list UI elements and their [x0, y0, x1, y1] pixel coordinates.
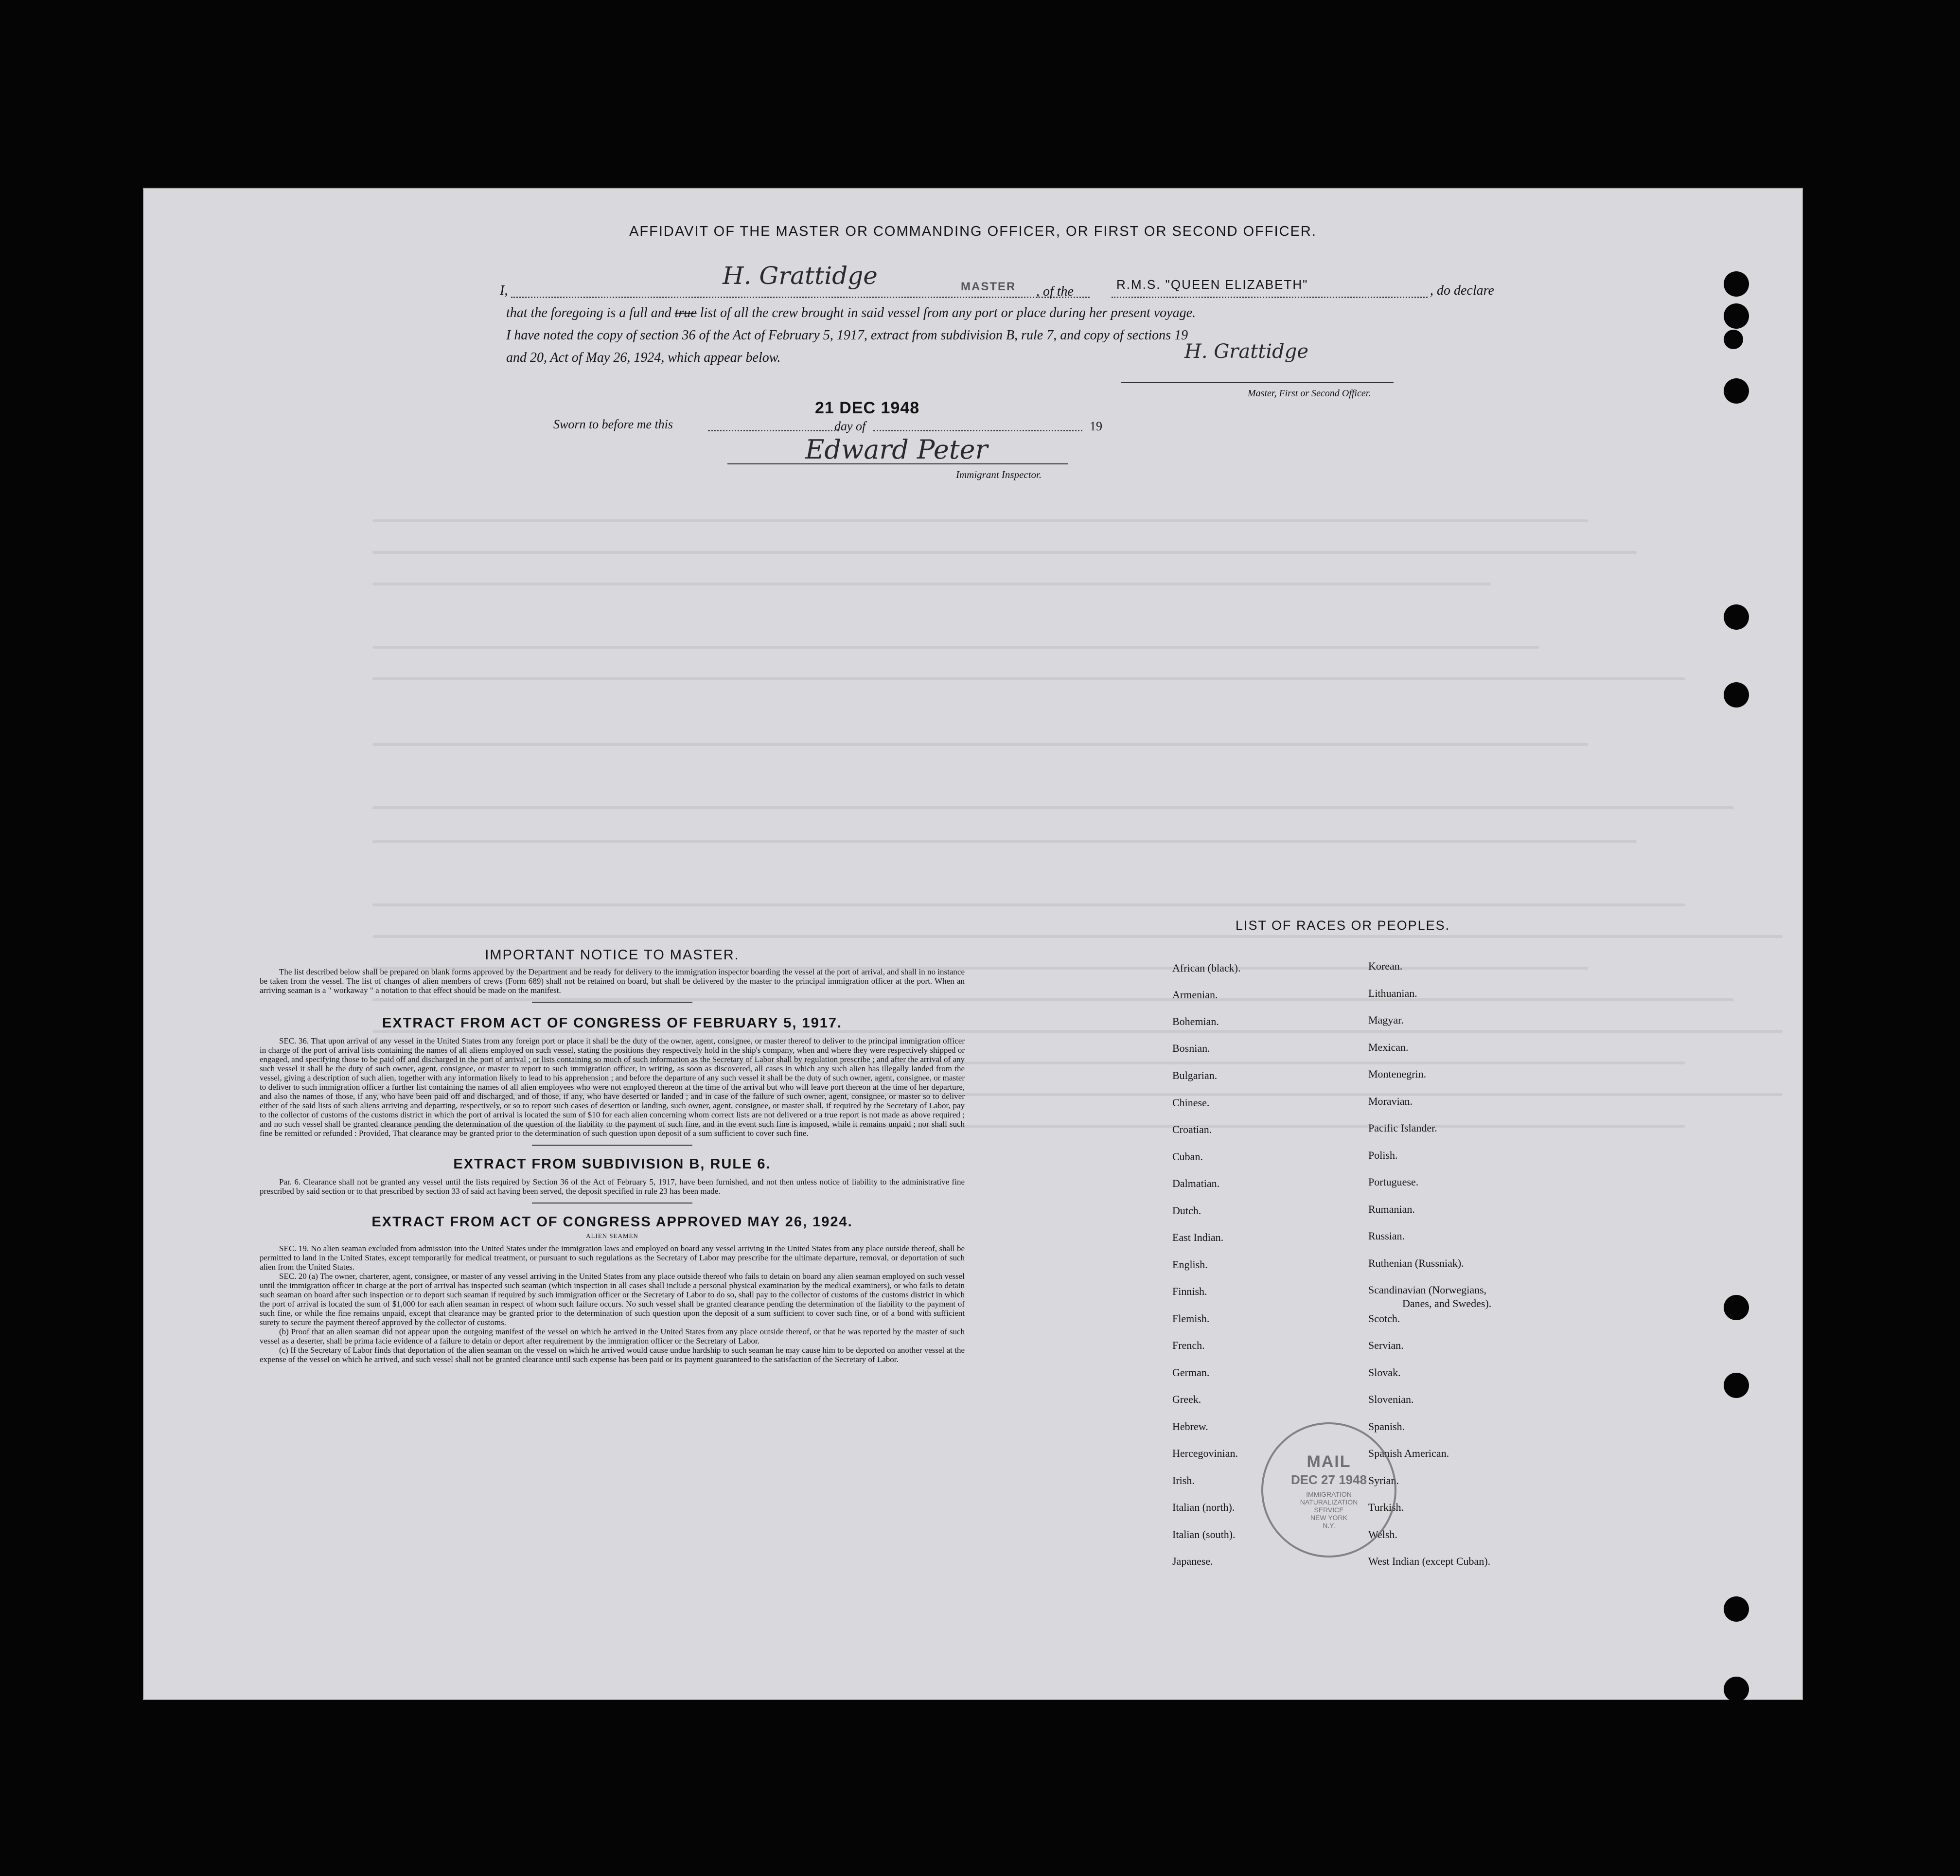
race-item: Slovak. — [1368, 1366, 1401, 1379]
race-item: Japanese. — [1172, 1555, 1213, 1567]
race-item: Flemish. — [1172, 1312, 1210, 1325]
race-item: Magyar. — [1368, 1014, 1404, 1026]
do-declare-label: , do declare — [1430, 283, 1494, 298]
affidavit-line-3: I have noted the copy of section 36 of the Act of February 5, 1917, extract from subdivision B, rule 7, and copy of sections 19 — [506, 328, 1188, 343]
stamp-line: N.Y. — [1323, 1522, 1335, 1529]
document-sheet — [144, 189, 1802, 1699]
punch-hole — [1724, 271, 1749, 297]
master-signature-handwritten: H. Grattidge — [723, 262, 878, 290]
race-item: Dutch. — [1172, 1204, 1201, 1217]
rule-6-paragraph: Par. 6. Clearance shall not be granted any vessel until the lists required by Section 36 of the Act of February 5, 1917, have been furnished, and not then unless notice of liability to the administrative fine prescribed by said section or to that prescribed by section 33 of said act having been served, the deposit specified in rule 23 has been made. — [260, 1177, 965, 1196]
race-item: Hebrew. — [1172, 1420, 1208, 1433]
race-item: Armenian. — [1172, 989, 1218, 1001]
notice-title: IMPORTANT NOTICE TO MASTER. — [485, 947, 740, 963]
race-item: West Indian (except Cuban). — [1368, 1555, 1491, 1567]
vessel-line — [1112, 297, 1428, 298]
race-item: Finnish. — [1172, 1285, 1207, 1297]
act-1924-title: EXTRACT FROM ACT OF CONGRESS APPROVED MAY 26, 1924. — [371, 1214, 853, 1230]
stamp-line: NATURALIZATION — [1300, 1498, 1358, 1506]
race-item: French. — [1172, 1339, 1205, 1351]
year-prefix: 19 — [1090, 419, 1102, 433]
race-item: Chinese. — [1172, 1097, 1210, 1109]
punch-hole — [1724, 604, 1749, 630]
race-item: Mexican. — [1368, 1041, 1409, 1053]
race-item: Rumanian. — [1368, 1203, 1415, 1215]
sworn-month-line — [873, 430, 1082, 431]
race-item: Bohemian. — [1172, 1015, 1219, 1027]
notice-body — [260, 967, 965, 995]
act-1917-sec36: SEC. 36. That upon arrival of any vessel in the United States from any foreign port or place it shall be the duty of the owner, agent, consignee, or master thereof to deliver to the principal immigration officer in charge of the port of arrival lists containing the names of all aliens employed on such vessel, stating the positions they respectively hold in the ship's company, when and where they were respectively shipped or engaged, and specifying those to be paid off and discharged in the port of arrival ; or lists containing so much of such information as the Secretary of Labor shall by regulation prescribe ; and after the arrival of any such vessel it shall be the duty of such owner, agent, consignee, or master to report to such immigration officer, in writing, as soon as discovered, all cases in which any such alien has illegally landed from the vessel, giving a description of such alien, together with any information likely to lead to his apprehension ; and before the departure of any such vessel it shall be the duty of such owner, agent, consignee, or master to deliver to such immigration officer a further list containing the names of all alien employees who were not employed thereon at the time of the arrival but who will leave port thereon at the time of her departure, and also the names of those, if any, who have been paid off and discharged, and of those, if any, who have deserted or landed ; and in case of the failure of such owner, agent, consignee, or master so to deliver either of the said lists of such aliens arriving and departing, respectively, or so to report such cases of desertion or landing, such owner, agent, consignee, or master shall, if required by the Secretary of Labor, pay to the collector of customs of the customs district in which the port of arrival is located the sum of $10 for each alien concerning whom correct lists are not delivered or a true report is not made as above required ; and no such vessel shall be granted clearance pending the determination of the question of the liability to the payment of such fine, and in the event such fine is imposed, while it remains unpaid ; nor shall such fine be remitted or refunded : Provided, That clearance may be granted prior to the determination of such question upon deposit of a sum sufficient to cover such fine. — [260, 1036, 965, 1138]
rule-6-title: EXTRACT FROM SUBDIVISION B, RULE 6. — [453, 1156, 771, 1172]
stamp-line: IMMIGRATION — [1306, 1490, 1352, 1498]
race-item: German. — [1172, 1366, 1210, 1379]
race-item: East Indian. — [1172, 1231, 1224, 1243]
race-item: Korean. — [1368, 960, 1403, 972]
sworn-date-stamp: 21 DEC 1948 — [815, 399, 920, 417]
race-item: Welsh. — [1368, 1528, 1397, 1540]
act-1917-body — [260, 1036, 965, 1138]
race-item: Spanish American. — [1368, 1447, 1449, 1459]
race-item: Scotch. — [1368, 1312, 1400, 1325]
race-item: Italian (north). — [1172, 1501, 1235, 1513]
race-item: Bosnian. — [1172, 1042, 1210, 1054]
line2-start: that the foregoing is a full and — [506, 305, 671, 320]
punch-hole — [1724, 1596, 1749, 1622]
inspector-signature-rule — [727, 463, 1068, 464]
race-item: Turkish. — [1368, 1501, 1404, 1513]
punch-hole — [1724, 1373, 1749, 1398]
race-item: Russian. — [1368, 1230, 1405, 1242]
race-item: Montenegrin. — [1368, 1068, 1427, 1080]
affidavit-title: AFFIDAVIT OF THE MASTER OR COMMANDING OFFICER, OR FIRST OR SECOND OFFICER. — [629, 224, 1317, 239]
act-1924-subtitle: ALIEN SEAMEN — [586, 1232, 638, 1239]
inspector-caption: Immigrant Inspector. — [956, 469, 1042, 480]
act-1924-sec20a: SEC. 20 (a) The owner, charterer, agent, consignee, or master of any vessel arriving in the United States from any place outside thereof who fails to detain on board any alien seaman employed on such vessel until the immigration officer in charge at the port of arrival has inspected such seaman (which inspection in all cases shall include a personal physical examination by the medical examiners), or who fails to detain such seaman on board after such inspection or to deport such seaman if required by such immigration officer or the Secretary of Labor to do so, shall pay to the collector of customs of the customs district in which the port of arrival is located the sum of $1,000 for each alien seaman in respect of whom such failure occurs. No such vessel shall be granted clearance pending the determination of the liability to the payment of such fine, or while the fine remains unpaid, except that clearance may be granted prior to the determination of such question upon the deposit of a sum sufficient to cover such fine, or of a bond with sufficient surety to secure the payment thereof approved by the collector of customs. — [260, 1272, 965, 1327]
race-item: Bulgarian. — [1172, 1069, 1218, 1081]
punch-hole — [1724, 1295, 1749, 1320]
act-1924-sec20c: (c) If the Secretary of Labor finds that deportation of the alien seaman on the vessel on which he arrived would cause undue hardship to such seaman he may cause him to be deported on another vessel at the expense of the vessel on which he arrived, and such vessel shall not be granted clearance until such expense has been paid or its payment guaranteed to the satisfaction of the Secretary of Labor. — [260, 1345, 965, 1364]
race-item: Ruthenian (Russniak). — [1368, 1257, 1464, 1269]
race-item: Syrian. — [1368, 1474, 1399, 1487]
race-item: Pacific Islander. — [1368, 1122, 1437, 1134]
master-signature-2: H. Grattidge — [1184, 340, 1309, 363]
stamp-line: NEW YORK — [1310, 1514, 1347, 1522]
stamp-line: SERVICE — [1314, 1506, 1344, 1514]
master-signature-rule — [1121, 382, 1394, 383]
race-item-continued: Danes, and Swedes). — [1402, 1297, 1492, 1310]
stamp-date: DEC 27 1948 — [1290, 1472, 1367, 1487]
line2-end: list of all the crew brought in said vessel from any port or place during her present voyage. — [700, 305, 1196, 320]
affidavit-line-4: and 20, Act of May 26, 1924, which appear below. — [506, 350, 781, 365]
of-the-label: , of the — [1036, 284, 1074, 299]
race-item: Servian. — [1368, 1339, 1404, 1351]
race-item: Italian (south). — [1172, 1528, 1236, 1540]
race-item: Moravian. — [1368, 1095, 1413, 1107]
divider — [532, 1002, 692, 1003]
stamp-mail: MAIL — [1307, 1452, 1351, 1471]
line2-struck: true — [674, 305, 697, 320]
race-item: Portuguese. — [1368, 1176, 1419, 1188]
act-1924-body — [260, 1244, 965, 1364]
master-rank-stamp: MASTER — [961, 280, 1016, 293]
punch-hole — [1724, 682, 1749, 708]
punch-hole — [1724, 1677, 1749, 1702]
inspector-signature: Edward Peter — [805, 434, 988, 465]
notice-paragraph: The list described below shall be prepared on blank forms approved by the Department and be ready for delivery to the immigration inspector boarding the vessel at the port of arrival, and shall in no instance be taken from the vessel. The list of changes of alien members of crews (Form 689) shall not be retained on board, but shall be delivered by the master to the principal immigration officer at the port. When an arriving seaman is a " workaway " a notation to that effect should be made on the manifest. — [260, 967, 965, 995]
vessel-name: R.M.S. "QUEEN ELIZABETH" — [1116, 277, 1308, 292]
sworn-text: Sworn to before me this — [553, 417, 673, 431]
divider — [532, 1145, 692, 1146]
race-item: Cuban. — [1172, 1150, 1203, 1163]
affidavit-line-2 — [506, 305, 1196, 321]
races-title: LIST OF RACES OR PEOPLES. — [1236, 918, 1450, 933]
race-item: Lithuanian. — [1368, 987, 1417, 999]
day-of-label: day of — [834, 419, 866, 433]
legal-text-column — [260, 947, 965, 1364]
punch-hole — [1724, 378, 1749, 404]
race-item: Spanish. — [1368, 1420, 1405, 1433]
act-1917-title: EXTRACT FROM ACT OF CONGRESS OF FEBRUARY 5, 1917. — [382, 1015, 843, 1031]
act-1924-sec20b: (b) Proof that an alien seaman did not appear upon the outgoing manifest of the vessel on which he arrived in the United States from any place outside thereof, or that he was reported by the master of such vessel as a deserter, shall be prima facie evidence of a failure to detain or deport after requirement by the immigration officer or the Secretary of Labor. — [260, 1327, 965, 1345]
race-item: Polish. — [1368, 1149, 1398, 1161]
race-item: Hercegovinian. — [1172, 1447, 1238, 1459]
signature-line — [511, 297, 1090, 298]
race-item: English. — [1172, 1258, 1208, 1271]
act-1924-sec19: SEC. 19. No alien seaman excluded from admission into the United States under the immigration laws and employed on board any vessel arriving in the United States from any place outside thereof, shall be permitted to land in the United States, except temporarily for medical treatment, or pursuant to such regulations as the Secretary of Labor may prescribe for the ultimate departure, removal, or deportation of such alien from the United States. — [260, 1244, 965, 1272]
race-item: Slovenian. — [1368, 1393, 1414, 1405]
race-item: Croatian. — [1172, 1123, 1212, 1135]
punch-hole — [1724, 303, 1749, 329]
sworn-day-line — [708, 430, 839, 431]
rule-6-body — [260, 1177, 965, 1196]
race-item: Greek. — [1172, 1393, 1201, 1405]
race-item: Irish. — [1172, 1474, 1195, 1487]
race-item: Dalmatian. — [1172, 1177, 1220, 1189]
race-item: African (black). — [1172, 962, 1241, 974]
master-caption: Master, First or Second Officer. — [1248, 388, 1371, 399]
affidavit-i: I, — [500, 283, 508, 298]
race-item: Scandinavian (Norwegians, — [1368, 1284, 1487, 1296]
punch-hole — [1724, 330, 1743, 349]
immigration-mail-stamp — [1261, 1422, 1396, 1557]
